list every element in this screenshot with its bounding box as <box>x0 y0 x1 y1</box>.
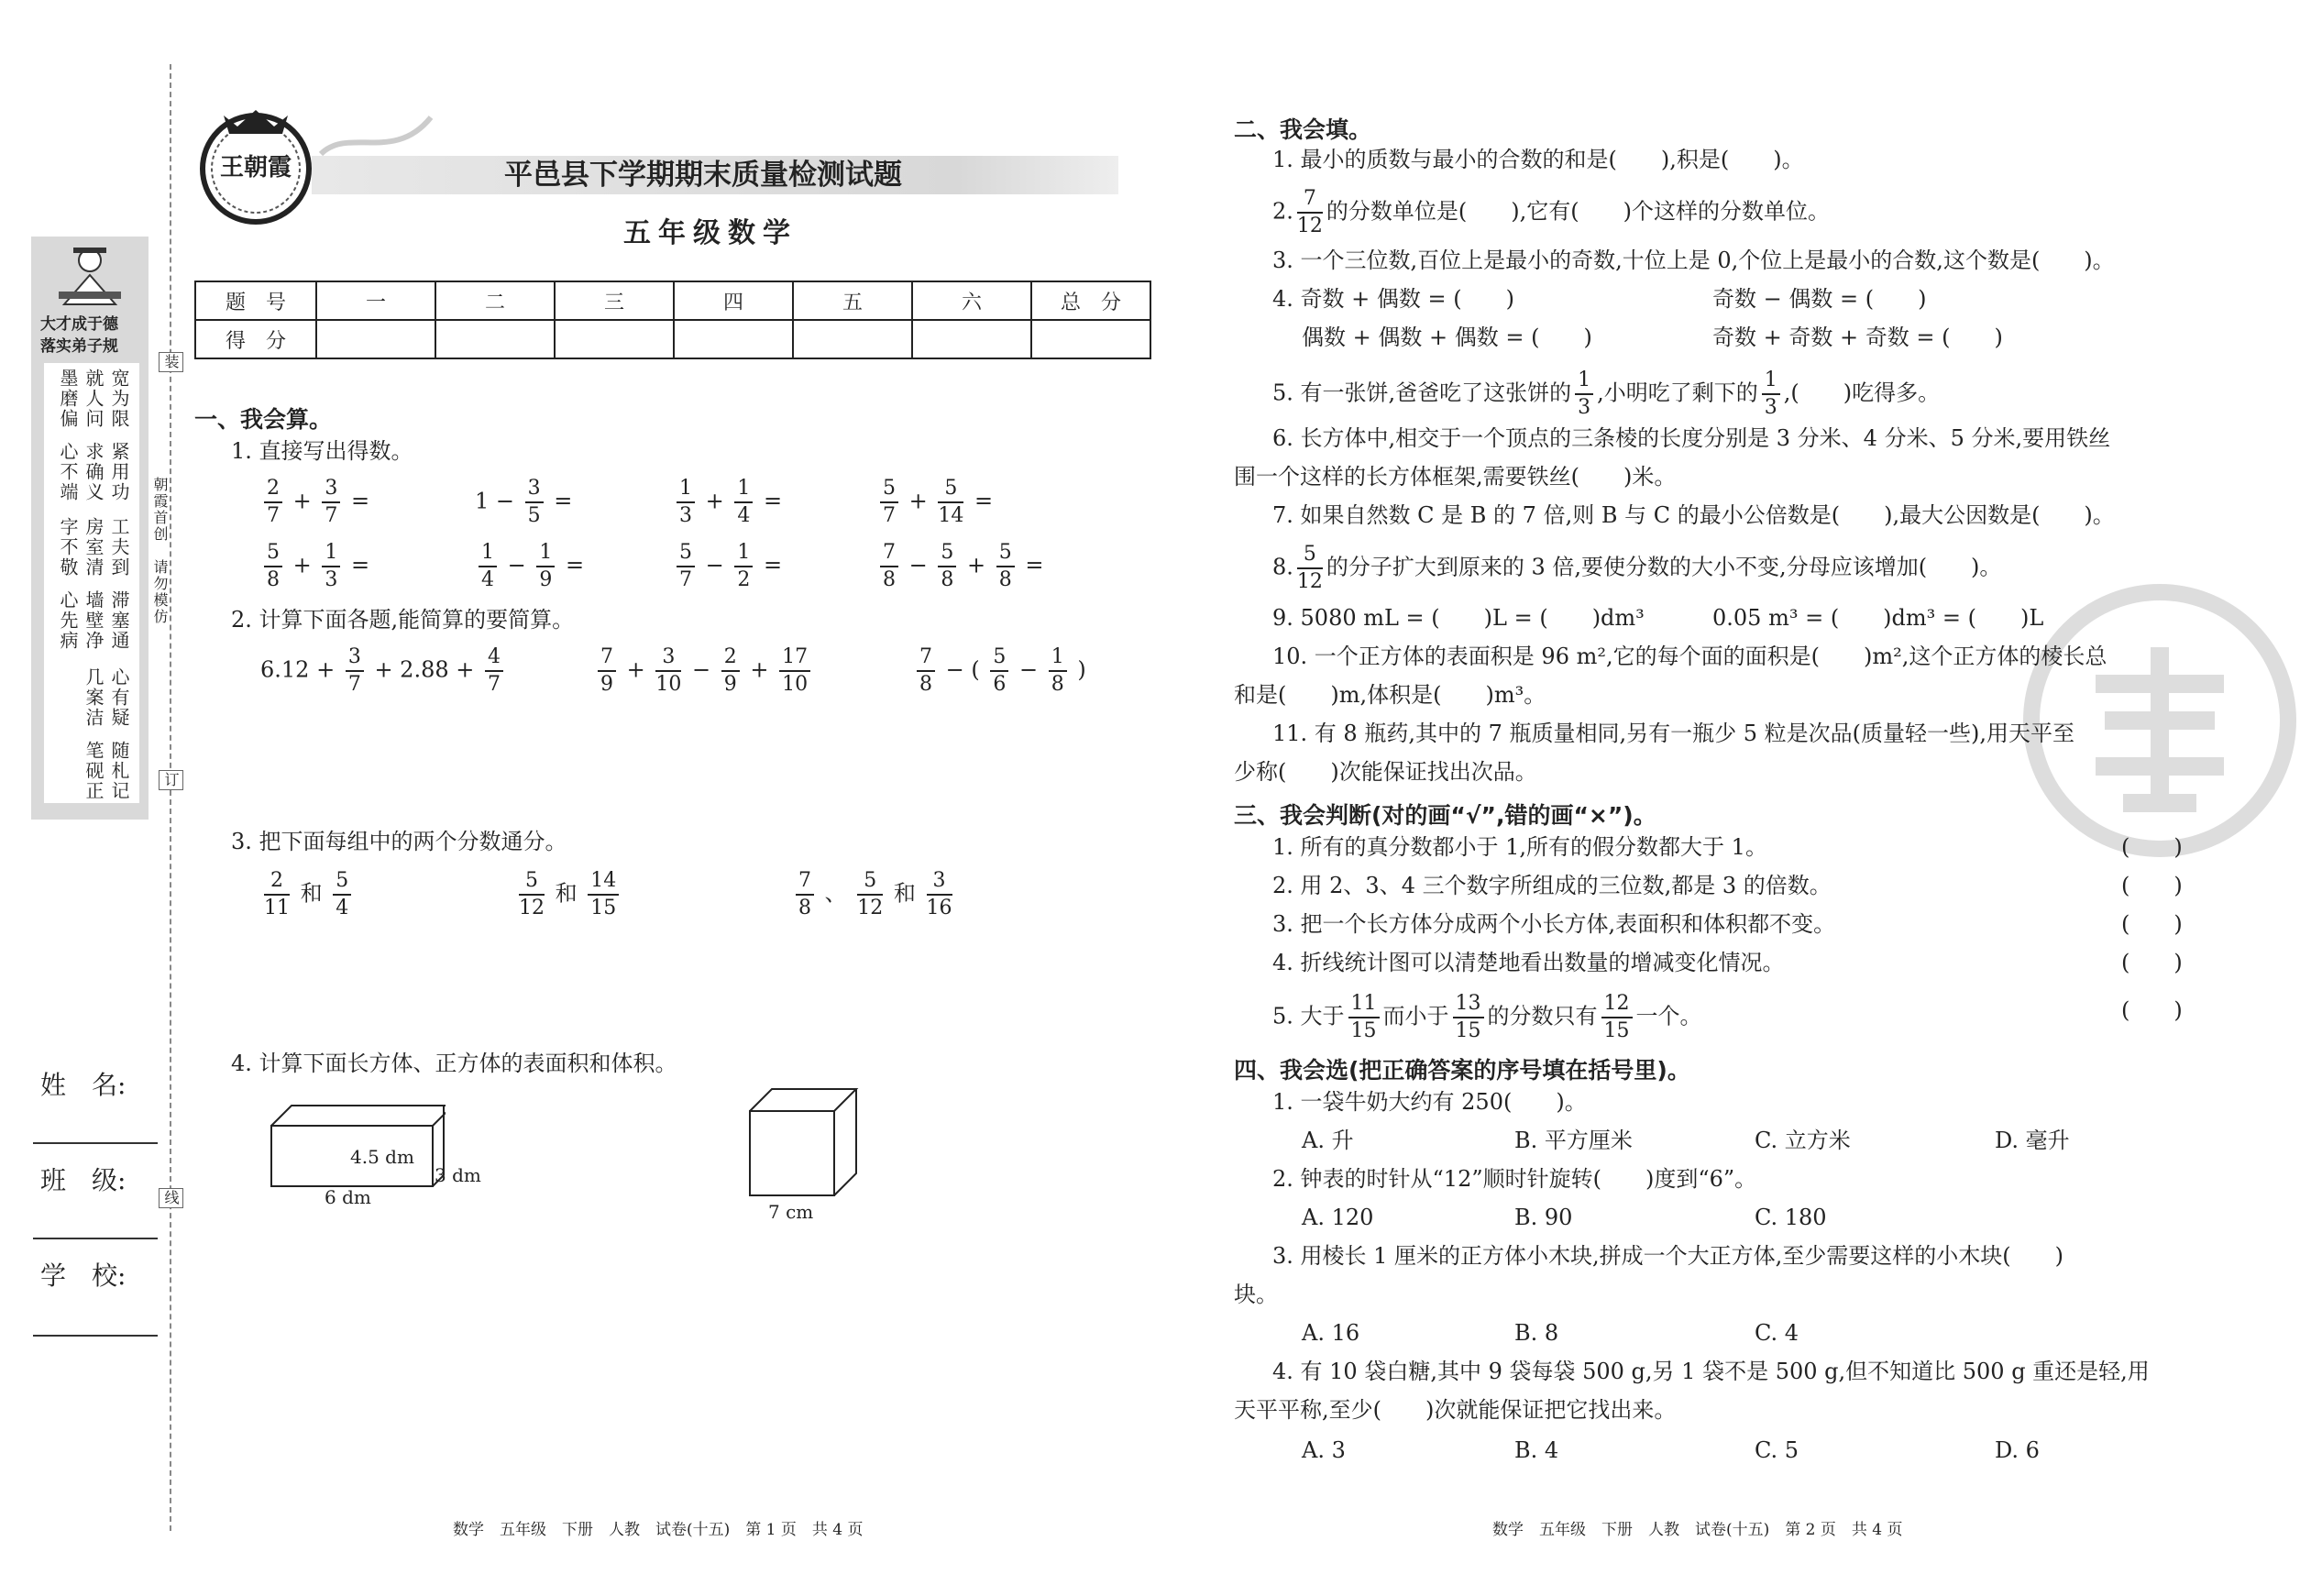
p2-q4a: 4. 奇数 + 偶数 = ( ) <box>1272 286 1514 312</box>
fraction: $\frac{5}{7}$ <box>880 479 898 526</box>
p2-q10b: 和是( )m,体积是( )m³。 <box>1234 682 1546 708</box>
exam-subject: 五年级数学 <box>623 217 798 249</box>
p2-q2 <box>1272 189 1830 237</box>
expr-token: + <box>286 552 319 578</box>
scholar-figure-icon <box>46 240 134 314</box>
option: D. 毫升 <box>1995 1128 2070 1153</box>
fraction: $\frac{5}{12}$ <box>519 869 545 919</box>
part4-heading: 四、我会选(把正确答案的序号填在括号里)。 <box>1234 1057 1690 1084</box>
fraction: $\frac{3}{7}$ <box>346 647 364 695</box>
school-field[interactable] <box>33 1335 158 1337</box>
q-number: 2. <box>1272 198 1293 225</box>
p2-q4b: 奇数 − 偶数 = ( ) <box>1712 286 1927 312</box>
fraction: $\frac{5}{8}$ <box>264 543 282 590</box>
p2-q1: 1. 最小的质数与最小的合数的和是( ),积是( )。 <box>1272 147 1804 172</box>
p1-q2: 2. 计算下面各题,能简算的要简算。 <box>231 607 575 633</box>
p1-q1: 1. 直接写出得数。 <box>231 438 413 464</box>
expr <box>515 871 622 919</box>
judge-paren[interactable]: ( ) <box>2121 997 2183 1023</box>
expr-token: ) <box>1070 656 1086 683</box>
fraction: $\frac{11}{15}$ <box>1348 994 1380 1041</box>
fraction: $\frac{7}{8}$ <box>917 647 935 695</box>
expr <box>475 543 584 590</box>
expr-token: − <box>1012 656 1045 683</box>
score-cell[interactable] <box>912 320 1031 358</box>
fraction: $\frac{1}{3}$ <box>1762 370 1780 418</box>
expr <box>260 479 369 526</box>
fraction: $\frac{5}{12}$ <box>1296 543 1323 593</box>
fraction: $\frac{2}{11}$ <box>264 869 290 919</box>
expr-token: = <box>967 488 994 514</box>
expr <box>913 647 1086 695</box>
expr-token: + <box>743 656 776 683</box>
fraction: $\frac{7}{12}$ <box>1296 187 1323 237</box>
option: A. 升 <box>1302 1128 1354 1153</box>
fraction: $\frac{2}{9}$ <box>721 647 740 695</box>
score-header: 三 <box>555 281 674 320</box>
option: A. 3 <box>1302 1437 1346 1463</box>
score-header: 一 <box>316 281 435 320</box>
name-field[interactable] <box>33 1142 158 1144</box>
score-cell[interactable] <box>1031 320 1150 358</box>
proverb-col: 房室清 <box>83 517 105 578</box>
binding-char: 线 <box>159 1188 183 1208</box>
school-label: 学 校: <box>40 1260 127 1291</box>
fraction: $\frac{5}{12}$ <box>857 869 884 919</box>
expr-token: 和 <box>886 880 923 907</box>
part2-heading: 二、我会填。 <box>1234 116 1372 143</box>
judge-paren[interactable]: ( ) <box>2121 911 2183 937</box>
option: C. 5 <box>1755 1437 1799 1463</box>
expr-token: + <box>960 552 993 578</box>
option: A. 120 <box>1302 1205 1374 1230</box>
proverb-col: 字不敬 <box>57 517 79 578</box>
fraction: $\frac{5}{4}$ <box>333 871 351 919</box>
score-header: 四 <box>674 281 793 320</box>
expr-token: = <box>1018 552 1044 578</box>
p2-q4d: 奇数 + 奇数 + 奇数 = ( ) <box>1712 325 2003 350</box>
p2-q4c: 偶数 + 偶数 + 偶数 = ( ) <box>1302 325 1592 350</box>
proverb-col: 就人问 <box>83 369 105 429</box>
exam-title: 平邑县下学期期末质量检测试题 <box>504 159 902 192</box>
p3-item: 2. 用 2、3、4 三个数字所组成的三位数,都是 3 的倍数。 <box>1272 873 1832 898</box>
expr <box>876 543 1044 590</box>
expr-token: 6.12 + <box>260 656 342 683</box>
expr-token: = <box>558 552 585 578</box>
score-header: 五 <box>793 281 912 320</box>
option: D. 6 <box>1995 1437 2040 1463</box>
expr-token: + <box>286 488 319 514</box>
expr-token: + <box>699 488 732 514</box>
fraction: $\frac{3}{16}$ <box>926 869 952 919</box>
option: C. 180 <box>1755 1205 1827 1230</box>
p4-q2: 2. 钟表的时针从“12”顺时针旋转( )度到“6”。 <box>1272 1166 1757 1192</box>
proverb-col: 心有疑 <box>108 667 130 728</box>
p2-q8: 8. $\frac{5}{12}$ 的分子扩大到原来的 3 倍,要使分数的大小不变,分母应该增加( )。 <box>1272 543 2002 593</box>
expr-token: − ( <box>939 656 987 683</box>
expr-token: − <box>685 656 718 683</box>
score-cell[interactable] <box>435 320 555 358</box>
p2-q9a: 9. 5080 mL = ( )L = ( )dm³ <box>1272 605 1645 631</box>
proverb-col: 笔砚正 <box>83 741 105 801</box>
p1-q3: 3. 把下面每组中的两个分数通分。 <box>231 829 567 854</box>
fraction: $\frac{4}{7}$ <box>485 647 503 695</box>
fraction: $\frac{14}{15}$ <box>588 871 619 919</box>
fraction: $\frac{2}{7}$ <box>264 479 282 526</box>
p2-q7: 7. 如果自然数 C 是 B 的 7 倍,则 B 与 C 的最小公倍数是( ),最大公因数是( )。 <box>1272 502 2115 528</box>
option: A. 16 <box>1302 1320 1360 1346</box>
fraction: $\frac{1}{3}$ <box>677 479 695 526</box>
fraction: $\frac{1}{4}$ <box>734 479 753 526</box>
cuboid-height: 4.5 dm <box>350 1146 414 1168</box>
p4-q3a: 3. 用棱长 1 厘米的正方体小木块,拼成一个大正方体,至少需要这样的小木块( ) <box>1272 1243 2064 1269</box>
expr <box>594 647 814 695</box>
option: B. 4 <box>1514 1437 1559 1463</box>
cuboid-length: 6 dm <box>325 1186 371 1208</box>
p3-item: 3. 把一个长方体分成两个小长方体,表面积和体积都不变。 <box>1272 911 1836 937</box>
binding-char: 装 <box>159 352 183 372</box>
expr-token: = <box>344 488 370 514</box>
fraction: $\frac{1}{3}$ <box>322 543 340 590</box>
score-cell[interactable] <box>555 320 674 358</box>
score-table <box>194 281 1151 359</box>
p2-q6b: 围一个这样的长方体框架,需要铁丝( )米。 <box>1234 464 1677 490</box>
p4-q3b: 块。 <box>1234 1282 1278 1307</box>
part1-heading: 一、我会算。 <box>194 406 333 433</box>
proverb-col: 工夫到 <box>108 517 130 578</box>
proverb-col: 墨磨偏 <box>57 369 79 429</box>
fraction: $\frac{7}{9}$ <box>598 647 616 695</box>
expr-token: = <box>756 552 783 578</box>
option: B. 8 <box>1514 1320 1559 1346</box>
p2-q3: 3. 一个三位数,百位上是最小的奇数,十位上是 0,个位上是最小的合数,这个数是( )。 <box>1272 248 2115 273</box>
proverb-col: 宽为限 <box>108 369 130 429</box>
fraction: $\frac{5}{6}$ <box>990 647 1008 695</box>
expr-token: − <box>699 552 732 578</box>
score-header: 六 <box>912 281 1031 320</box>
expr <box>260 871 355 919</box>
expr <box>673 479 782 526</box>
fraction: $\frac{5}{7}$ <box>677 543 695 590</box>
proverb-col: 紧用功 <box>108 442 130 502</box>
p4-q1: 1. 一袋牛奶大约有 250( )。 <box>1272 1089 1587 1115</box>
cube-edge: 7 cm <box>768 1201 814 1223</box>
p4-q4a: 4. 有 10 袋白糖,其中 9 袋每袋 500 g,另 1 袋不是 500 g,但不知道比 500 g 重还是轻,用 <box>1272 1359 2150 1384</box>
fraction: $\frac{3}{5}$ <box>525 479 544 526</box>
expr <box>792 871 956 919</box>
p3-item-5: 5. 大于 $\frac{11}{15}$ 而小于 $\frac{13}{15}$ 的分数只有 $\frac{12}{15}$ 一个。 <box>1272 992 1702 1042</box>
option: B. 平方厘米 <box>1514 1128 1633 1153</box>
expr-token: 和 <box>293 880 330 907</box>
p2-q9b: 0.05 m³ = ( )dm³ = ( )L <box>1712 605 2044 631</box>
p2-q11a: 11. 有 8 瓶药,其中的 7 瓶质量相同,另有一瓶少 5 粒是次品(质量轻一些),用天平至 <box>1272 721 2074 746</box>
cube-figure <box>746 1085 860 1199</box>
score-cell[interactable] <box>674 320 793 358</box>
name-label: 姓 名: <box>40 1070 127 1100</box>
option: C. 立方米 <box>1755 1128 1851 1153</box>
part3-heading: 三、我会判断(对的画“√”,错的画“×”)。 <box>1234 802 1656 829</box>
fraction: $\frac{1}{4}$ <box>479 543 497 590</box>
score-cell[interactable] <box>793 320 912 358</box>
fraction: $\frac{3}{10}$ <box>655 645 682 696</box>
p1-q4: 4. 计算下面长方体、正方体的表面积和体积。 <box>231 1051 677 1076</box>
expr-token: = <box>546 488 573 514</box>
p2-q5: 5. 有一张饼,爸爸吃了这张饼的 $\frac{1}{3}$ ,小明吃了剩下的 $\frac{1}{3}$ ,( )吃得多。 <box>1272 369 1941 419</box>
p4-q4b: 天平平称,至少( )次就能保证把它找出来。 <box>1234 1397 1677 1423</box>
proverb-col: 心先病 <box>57 590 79 651</box>
fraction: $\frac{13}{15}$ <box>1453 994 1484 1041</box>
proverb-col: 心不端 <box>57 442 79 502</box>
score-cell[interactable] <box>316 320 435 358</box>
expr-token: + <box>620 656 653 683</box>
score-header: 二 <box>435 281 555 320</box>
fraction: $\frac{5}{14}$ <box>938 477 964 527</box>
fraction: $\frac{5}{8}$ <box>938 543 956 590</box>
judge-paren[interactable]: ( ) <box>2121 834 2183 860</box>
expr <box>260 647 507 695</box>
score-row-label: 得 分 <box>195 320 316 358</box>
footer-right: 数学 五年级 下册 人教 试卷(十五) 第 2 页 共 4 页 <box>1492 1521 1903 1539</box>
class-field[interactable] <box>33 1238 158 1239</box>
score-header: 题 号 <box>195 281 316 320</box>
cuboid-figure <box>262 1095 446 1195</box>
expr-token: + 2.88 + <box>367 656 481 683</box>
judge-paren[interactable]: ( ) <box>2121 873 2183 898</box>
p2-q10a: 10. 一个正方体的表面积是 96 m²,它的每个面的面积是( )m²,这个正方体的棱长总 <box>1272 644 2107 669</box>
expr-token: − <box>501 552 534 578</box>
expr-token: = <box>344 552 370 578</box>
fraction: $\frac{5}{8}$ <box>996 543 1015 590</box>
option: B. 90 <box>1514 1205 1573 1230</box>
fraction: $\frac{3}{7}$ <box>322 479 340 526</box>
banner-ribbon <box>312 108 449 163</box>
proverb-col: 滞塞通 <box>108 590 130 651</box>
logo-text: 王朝霞 <box>220 154 292 182</box>
proverb-col: 求确义 <box>83 442 105 502</box>
footer-left: 数学 五年级 下册 人教 试卷(十五) 第 1 页 共 4 页 <box>453 1521 864 1539</box>
q-text: 的分数单位是( ),它有( )个这样的分数单位。 <box>1326 198 1830 225</box>
expr <box>876 479 993 526</box>
score-header: 总 分 <box>1031 281 1150 320</box>
expr-token: 、 <box>818 880 854 907</box>
option: C. 4 <box>1755 1320 1799 1346</box>
expr-token: 1 − <box>475 488 522 514</box>
proverb-col: 墙壁净 <box>83 590 105 651</box>
motto-line-1: 大才成于德 <box>40 315 118 334</box>
fraction: $\frac{1}{3}$ <box>1575 370 1593 418</box>
p3-item: 4. 折线统计图可以清楚地看出数量的增减变化情况。 <box>1272 950 1785 975</box>
proverb-col: 几案洁 <box>83 667 105 728</box>
expr-token: + <box>902 488 935 514</box>
expr-token: 和 <box>548 880 585 907</box>
fraction: $\frac{12}{15}$ <box>1601 994 1633 1041</box>
binding-char: 订 <box>159 770 183 790</box>
proverb-col: 随札记 <box>108 741 130 801</box>
fraction: $\frac{7}{8}$ <box>796 871 814 919</box>
motto-line-2: 落实弟子规 <box>40 337 118 356</box>
p2-q11b: 少称( )次能保证找出次品。 <box>1234 759 1537 785</box>
binding-line <box>170 64 171 1531</box>
p2-q6a: 6. 长方体中,相交于一个顶点的三条棱的长度分别是 3 分米、4 分米、5 分米,要用铁丝 <box>1272 425 2111 451</box>
proverb-panel <box>44 363 139 803</box>
p3-item: 1. 所有的真分数都小于 1,所有的假分数都大于 1。 <box>1272 834 1767 860</box>
expr-token: = <box>756 488 783 514</box>
fraction: $\frac{1}{9}$ <box>536 543 555 590</box>
fraction: $\frac{1}{2}$ <box>734 543 753 590</box>
judge-paren[interactable]: ( ) <box>2121 950 2183 975</box>
fraction: $\frac{17}{10}$ <box>779 647 810 695</box>
cuboid-width: 3 dm <box>435 1164 481 1186</box>
copyright-note: 朝霞首创 请勿模仿 <box>151 477 169 625</box>
expr <box>475 479 572 526</box>
fraction: $\frac{1}{8}$ <box>1049 647 1067 695</box>
fraction: $\frac{7}{8}$ <box>880 543 898 590</box>
class-label: 班 级: <box>40 1165 127 1195</box>
expr <box>673 543 782 590</box>
expr <box>260 543 369 590</box>
expr-token: − <box>902 552 935 578</box>
